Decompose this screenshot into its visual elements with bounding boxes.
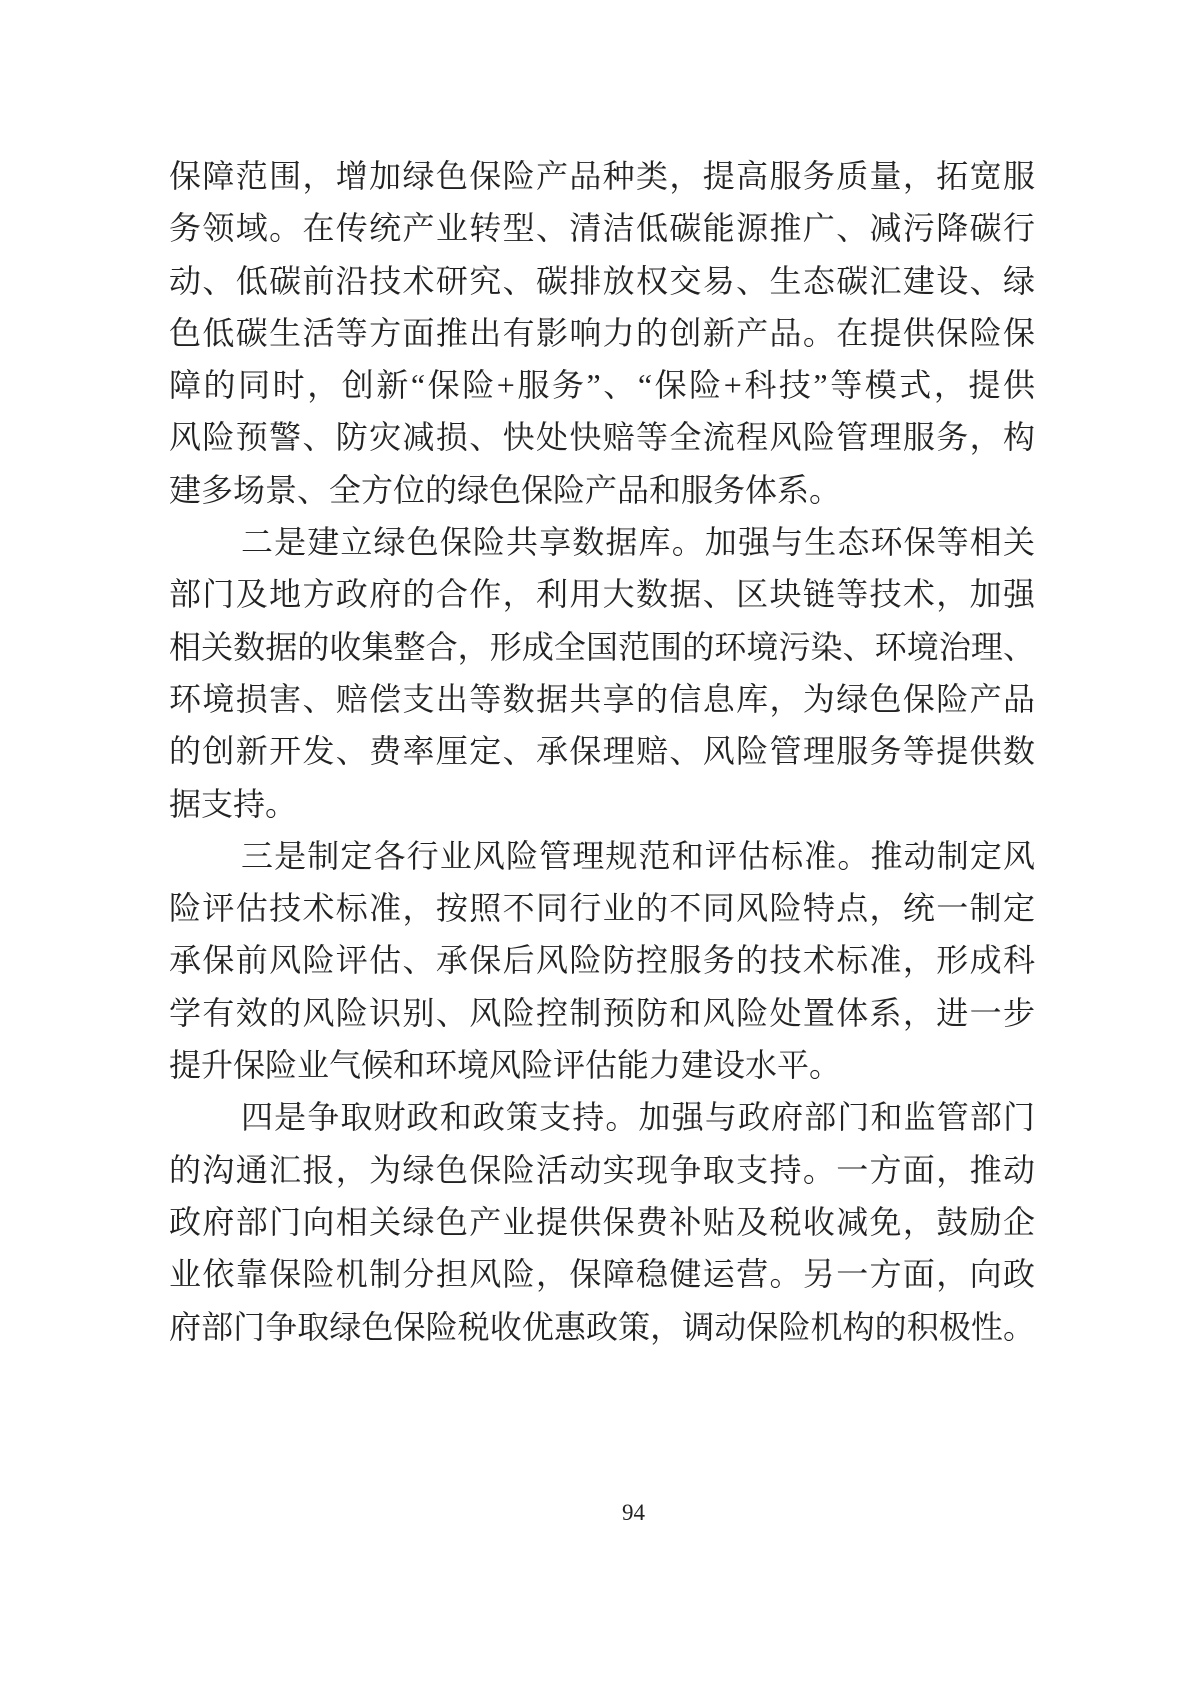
text-line: 险评估技术标准，按照不同行业的不同风险特点，统一制定	[169, 890, 1035, 927]
text-line: 色低碳生活等方面推出有影响力的创新产品。在提供保险保	[169, 314, 1035, 351]
text-line: 四是争取财政和政策支持。加强与政府部门和监管部门	[241, 1099, 1035, 1136]
text-line: 二是建立绿色保险共享数据库。加强与生态环保等相关	[241, 524, 1035, 561]
text-line: 环境损害、赔偿支出等数据共享的信息库，为绿色保险产品	[169, 680, 1035, 717]
paragraph	[169, 830, 1035, 1091]
paragraph	[169, 516, 1035, 830]
text-line: 部门及地方政府的合作，利用大数据、区块链等技术，加强	[169, 576, 1035, 613]
text-line: 三是制定各行业风险管理规范和评估标准。推动制定风	[241, 837, 1035, 874]
page-number: 94	[622, 1500, 645, 1525]
document-text	[169, 150, 1035, 1353]
text-line: 动、低碳前沿技术研究、碳排放权交易、生态碳汇建设、绿	[169, 262, 1035, 299]
text-line: 风险预警、防灾减损、快处快赔等全流程风险管理服务，构	[169, 419, 1035, 456]
text-line: 相关数据的收集整合，形成全国范围的环境污染、环境治理、	[169, 628, 1035, 665]
text-line: 障的同时，创新“保险+服务”、“保险+科技”等模式，提供	[169, 367, 1035, 404]
text-line: 提升保险业气候和环境风险评估能力建设水平。	[169, 1047, 842, 1084]
text-line: 业依靠保险机制分担风险，保障稳健运营。另一方面，向政	[169, 1256, 1035, 1293]
paragraph	[169, 1091, 1035, 1352]
text-line: 承保前风险评估、承保后风险防控服务的技术标准，形成科	[169, 942, 1035, 979]
text-line: 据支持。	[169, 785, 298, 822]
text-line: 政府部门向相关绿色产业提供保费补贴及税收减免，鼓励企	[169, 1203, 1035, 1240]
text-line: 府部门争取绿色保险税收优惠政策，调动保险机构的积极性。	[169, 1308, 1035, 1345]
text-line: 的创新开发、费率厘定、承保理赔、风险管理服务等提供数	[169, 733, 1035, 770]
text-line: 学有效的风险识别、风险控制预防和风险处置体系，进一步	[169, 994, 1035, 1031]
text-line: 务领域。在传统产业转型、清洁低碳能源推广、减污降碳行	[169, 210, 1035, 247]
text-line: 的沟通汇报，为绿色保险活动实现争取支持。一方面，推动	[169, 1151, 1035, 1188]
paragraph	[169, 150, 1035, 516]
text-line: 保障范围，增加绿色保险产品种类，提高服务质量，拓宽服	[169, 158, 1035, 194]
text-line: 建多场景、全方位的绿色保险产品和服务体系。	[169, 471, 842, 508]
